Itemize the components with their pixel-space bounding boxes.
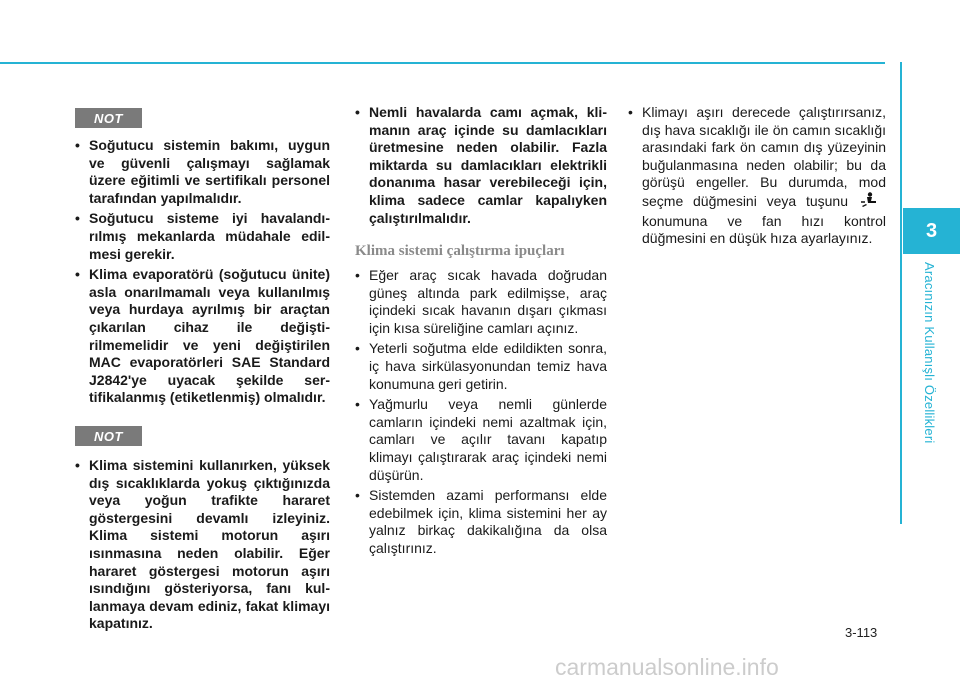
side-rule xyxy=(900,62,902,524)
humid-warning-list xyxy=(355,104,607,230)
list-item: • Sistemden azami performansı elde edebilmek için, klima sistemini her ay yalnız birkaç dakikalığına da olsa çalıştırınız. xyxy=(355,487,607,556)
note-2-list xyxy=(75,457,330,636)
list-item: • Klima evaporatörü (soğutucu ünite) asla onarılmamalı veya kullanılmış veya hurdaya ayrılmış bir araçtan çıkarılan cihaz ile değiştirilmemelidir ve yeni değiştirilen MAC evaporatörleri SAE Standard J2842'ye uyacak şekilde sertifikalanmış (etiketlenmiş) olmalıdır. xyxy=(75,266,330,406)
section-heading: Klima sistemi çalıştırma ipuçları xyxy=(355,243,565,259)
list-item: • Soğutucu sisteme iyi havalandırılmış mekanlarda müdahale edilmesi gerekir. xyxy=(75,210,330,262)
list-item: • Soğutucu sistemin bakımı, uygun ve güvenli çalışmayı sağlamak üzere eğitimli ve sertifikalı personel tarafından yapılmalıdır. xyxy=(75,137,330,206)
tips-list xyxy=(355,267,607,561)
list-item: • Klima sistemini kullanırken, yüksek dış sıcaklıklarda yokuş çıktığınızda veya yoğun trafikte hararet göstergesini devamlı izleyiniz. Klima sistemi motorun aşırı ısınmasına neden olabilir. Eğer hararet göstergesi motorun aşırı ısındığını gösteriyorsa, fanı kullanmaya devam ediniz, fakat klimayı kapatınız. xyxy=(75,457,330,632)
list-item: • Nemli havalarda camı açmak, klimanın araç içinde su damlacıkları üretmesine neden olabilir. Fazla miktarda su damlacıkları elektrikli donanıma hasar verebileceği için, klima sadece camlar kapalıyken çalıştırılmalıdır. xyxy=(355,104,607,226)
note-badge: NOT xyxy=(75,426,142,446)
note-1-list xyxy=(75,137,330,410)
chapter-title: Aracınızın Kullanışlı Özellikleri xyxy=(922,262,937,444)
list-item: • Yeterli soğutma elde edildikten sonra, iç hava sirkülasyonundan temiz hava konumuna geri getirin. xyxy=(355,340,607,392)
note-badge: NOT xyxy=(75,108,142,128)
list-item: • Eğer araç sıcak havada doğrudan güneş altında park edilmişse, araç içindeki sıcak havanın dışarı çıkması için kısa süreliğine camları açınız. xyxy=(355,267,607,336)
list-item: • Klimayı aşırı derecede çalıştırırsanız, dış hava sıcaklığı ile ön camın sıcaklığı arasındaki fark ön camın dış yüzeyinin buğulanmasına neden olabilir; bu da görüşü engeller. Bu durumda, mod seçme düğmesini veya tuşunukonumuna ve fan hızı kontrol düğmesini en düşük hıza ayarlayınız. xyxy=(628,104,886,247)
tip-list-col3 xyxy=(628,104,886,251)
chapter-tab: 3 xyxy=(903,208,960,254)
watermark: carmanualsonline.info xyxy=(555,654,779,680)
list-item: • Yağmurlu veya nemli günlerde camların içindeki nemi azaltmak için, camları ve açılır tavanı kapatıp klimayı çalıştırarak araç içindeki nemi düşürün. xyxy=(355,396,607,483)
top-rule xyxy=(0,62,885,64)
page-number: 3-113 xyxy=(845,625,878,640)
floor-mode-icon xyxy=(860,192,878,213)
